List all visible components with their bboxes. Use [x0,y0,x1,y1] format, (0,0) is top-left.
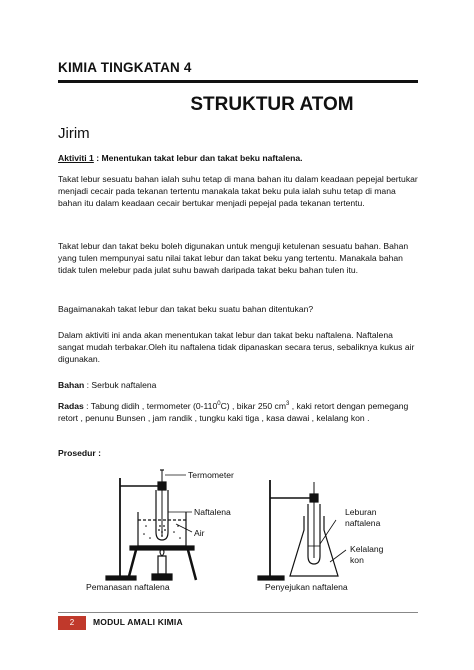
label-termometer: Termometer [188,470,234,480]
activity-heading [58,152,420,164]
label-air: Air [194,528,205,538]
footer-rule [58,612,418,613]
chapter-title: STRUKTUR ATOM [190,94,354,115]
bahan-label: Bahan [58,380,85,390]
activity-label: Aktiviti 1 [58,153,94,163]
header-rule [58,80,418,83]
header-title: KIMIA TINGKATAN 4 [58,60,192,75]
footer-title: MODUL AMALI KIMIA [93,617,183,627]
heating-apparatus [106,470,196,580]
paragraph-purity: Takat lebur dan takat beku boleh digunakan untuk menguji ketulenan sesuatu bahan. Bahan yang tulen mempunyai satu nilai takat lebur dan takat beku yang tertentu. Manakala bahan tidak tulen melebur pada julat suhu bawah daripada takat beku bahan tulen itu. [58,241,409,275]
caption-heating: Pemanasan naftalena [86,582,170,592]
paragraph-activity: Dalam aktiviti ini anda akan menentukan takat lebur dan takat beku naftalena. Naftalena sangat mudah terbakar.Oleh itu naftalena tidak dipanaskan secara terus, sebaliknya kukus air digunakan. [58,330,415,364]
prosedur-label: Prosedur : [58,448,101,458]
section-title: Jirim [58,125,90,142]
label-naftalena: Naftalena [194,507,231,517]
paragraph-definition: Takat lebur sesuatu bahan ialah suhu tetap di mana bahan itu dalam keadaan pepejal bertukar menjadi cecair pada tekanan tertentu manakala takat beku pula ialah suhu tetap di mana bahan itu dalam keadaan cecair bertukar menjadi pepejal pada tekanan tertentu. [58,174,418,208]
footer-page-number: 2 [58,616,86,630]
cooling-apparatus [258,480,346,580]
apparatus-diagram [58,460,420,600]
paragraph-question: Bagaimanakah takat lebur dan takat beku suatu bahan ditentukan? [58,304,314,314]
label-kelalang-1: Kelalang [350,544,384,554]
label-kelalang-2: kon [350,555,364,565]
caption-cooling: Penyejukan naftalena [265,582,348,592]
bahan-text: : Serbuk naftalena [84,380,157,390]
label-leburan-2: naftalena [345,518,381,528]
label-leburan-1: Leburan [345,507,377,517]
radas-label: Radas [58,400,84,411]
bahan-line [58,379,420,391]
activity-title: : Menentukan takat lebur dan takat beku naftalena. [93,153,303,163]
radas-line: Radas : Tabung didih , termometer $(0-110^0C)$ , bikar 250 $cm^3$ , kaki retort dengan pemegang retort , penunu Bunsen , jam randik , tungku kaki tiga , kasa dawai , kelalang kon . [58,400,409,423]
